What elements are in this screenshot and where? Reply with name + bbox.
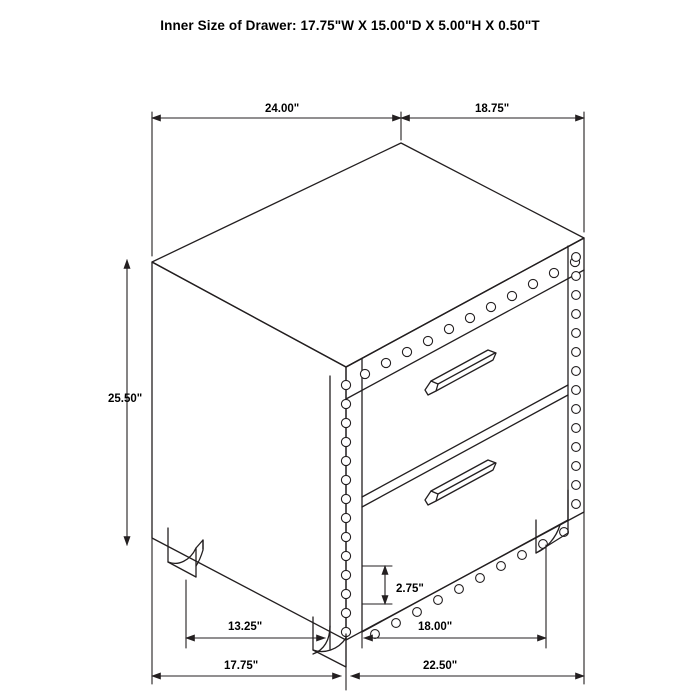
dim-label-leg-height: 2.75" <box>396 583 424 595</box>
drawer-pull-upper <box>425 350 496 395</box>
cabinet-top-face <box>152 143 584 367</box>
page-title: Inner Size of Drawer: 17.75"W X 15.00"D X 5.00"H X 0.50"T <box>160 18 540 33</box>
leg-left-front <box>168 528 203 577</box>
drawer-divider-lines <box>362 385 568 507</box>
cabinet-right-panel <box>346 238 584 640</box>
dim-label-top-left-width: 24.00" <box>265 103 300 115</box>
dim-label-bottom-outer-left: 17.75" <box>224 660 259 672</box>
cabinet-left-panel <box>152 262 346 640</box>
dim-label-bottom-inner-left: 13.25" <box>228 621 263 633</box>
dim-label-left-height: 25.50" <box>108 393 143 405</box>
dim-label-top-right-depth: 18.75" <box>475 103 510 115</box>
dim-label-bottom-inner-right: 18.00" <box>418 621 453 633</box>
nailhead-studs-right-edge <box>572 253 581 509</box>
dimension-lines <box>127 112 584 690</box>
dim-label-bottom-outer-right: 22.50" <box>423 660 458 672</box>
